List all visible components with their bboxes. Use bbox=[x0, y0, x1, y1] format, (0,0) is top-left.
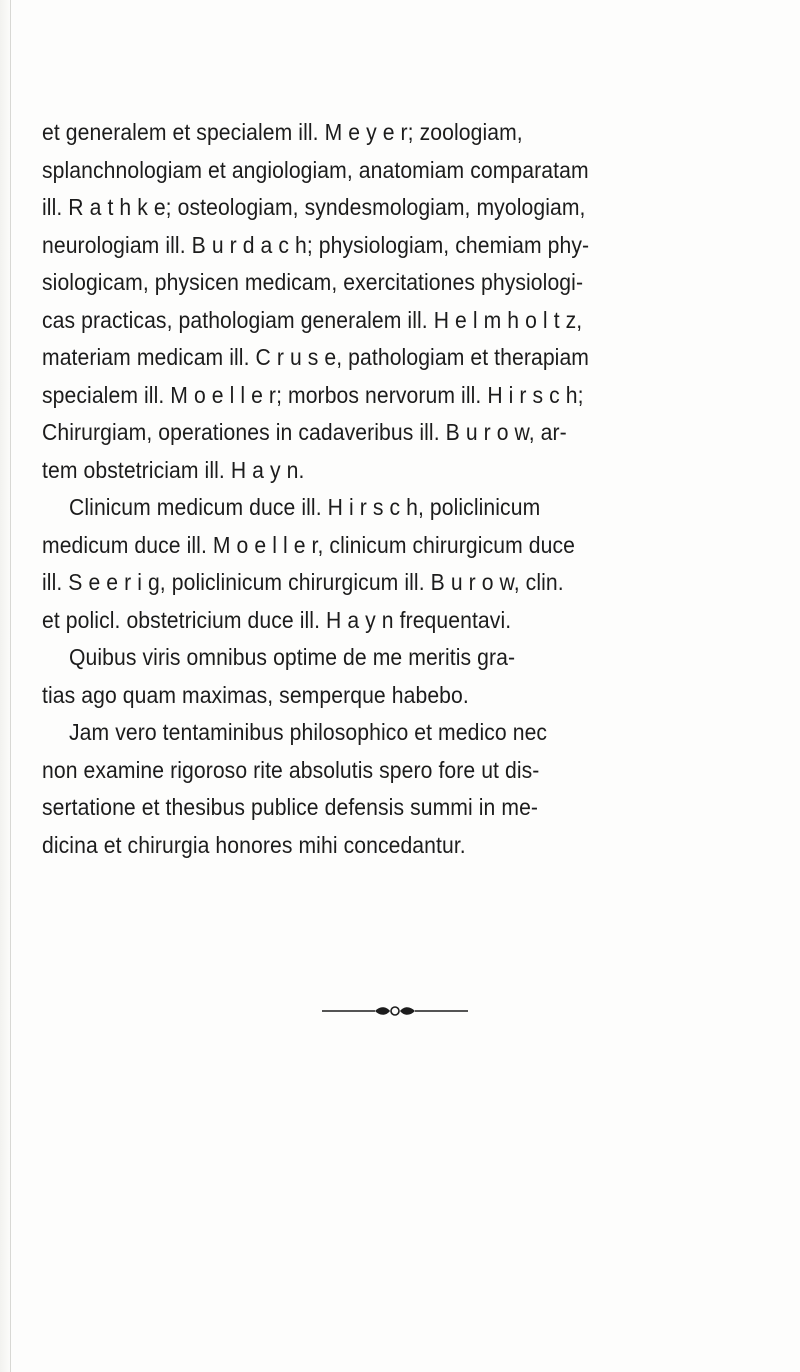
text-line: cas practicas, pathologiam generalem ill. H e l m h o l t z, bbox=[42, 306, 583, 333]
text-line: medicum duce ill. M o e l l e r, clinicum chirurgicum duce bbox=[42, 531, 575, 558]
text-line: Chirurgiam, operationes in cadaveribus ill. B u r o w, ar- bbox=[42, 419, 567, 445]
text-line: dicina et chirurgia honores mihi concedantur. bbox=[42, 831, 466, 858]
decorative-rule-ornament-icon bbox=[320, 1001, 470, 1021]
text-line: et policl. obstetricium duce ill. H a y n frequentavi. bbox=[42, 606, 512, 633]
text-line: neurologiam ill. B u r d a c h; physiologiam, chemiam phy- bbox=[42, 231, 590, 258]
text-line: siologicam, physicen medicam, exercitationes physiologi- bbox=[42, 269, 584, 295]
text-line: specialem ill. M o e l l e r; morbos nervorum ill. H i r s c h; bbox=[42, 381, 584, 408]
text-line: tias ago quam maximas, semperque habebo. bbox=[42, 681, 469, 708]
text-line: Quibus viris omnibus optime de me meritis gra- bbox=[69, 644, 516, 670]
text-line: materiam medicam ill. C r u s e, pathologiam et therapiam bbox=[42, 344, 590, 370]
text-line: sertatione et thesibus publice defensis summi in me- bbox=[42, 794, 539, 820]
body-text bbox=[42, 114, 618, 864]
text-line: Clinicum medicum duce ill. H i r s c h, policlinicum bbox=[69, 494, 541, 520]
page-binding-edge bbox=[0, 0, 11, 1372]
text-line: ill. R a t h k e; osteologiam, syndesmologiam, myologiam, bbox=[42, 194, 586, 220]
text-line: ill. S e e r i g, policlinicum chirurgicum ill. B u r o w, clin. bbox=[42, 569, 564, 595]
text-line: tem obstetriciam ill. H a y n. bbox=[42, 456, 305, 483]
text-line: et generalem et specialem ill. M e y e r; zoologiam, bbox=[42, 119, 523, 145]
text-line: splanchnologiam et angiologiam, anatomiam comparatam bbox=[42, 156, 589, 183]
text-line: Jam vero tentaminibus philosophico et medico nec bbox=[69, 719, 548, 745]
text-line: non examine rigoroso rite absolutis spero fore ut dis- bbox=[42, 756, 540, 783]
